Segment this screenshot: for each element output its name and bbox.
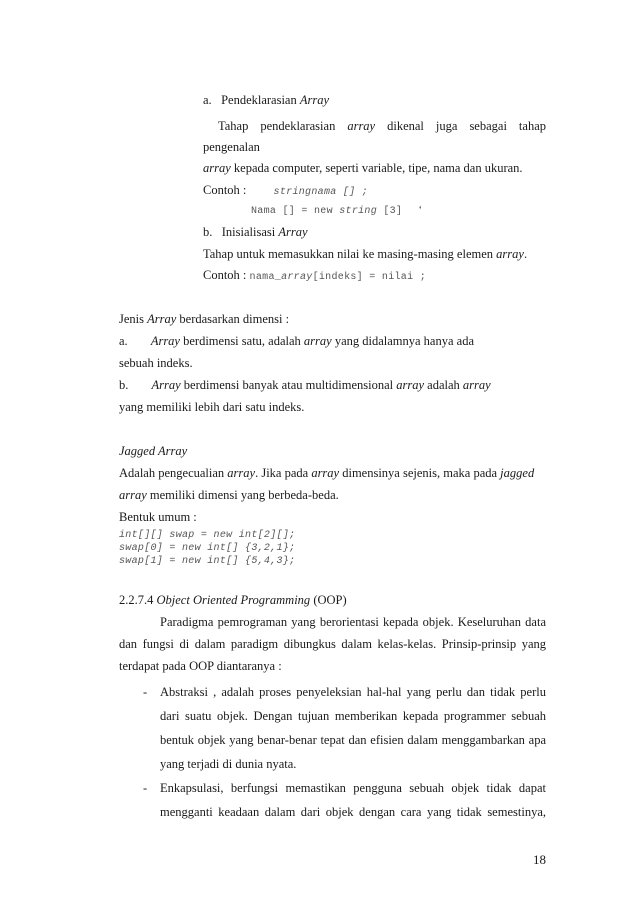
oop-para-line1: Paradigma pemrograman yang berorientasi kepada objek. Keseluruhan data — [160, 615, 546, 629]
word: dikenal — [387, 119, 424, 133]
italic-term: array — [496, 247, 524, 261]
jagged-line1 — [119, 465, 534, 481]
word: sebagai — [469, 119, 507, 133]
bullet2-line1: Enkapsulasi, berfungsi memastikan pengguna sebuah objek tidak dapat — [160, 781, 546, 795]
bullet1-line1: Abstraksi , adalah proses penyeleksian hal-hal yang perlu dan tidak perlu — [160, 685, 546, 699]
bullet-dash: - — [143, 685, 148, 699]
word: Tahap — [218, 119, 249, 133]
text: Jenis — [119, 312, 148, 326]
text: Adalah pengecualian — [119, 466, 228, 480]
section-number: 2.2.7.4 — [119, 593, 157, 607]
bullet1-line4: yang terjadi di dunia nyata. — [160, 757, 297, 771]
oop-heading — [119, 592, 347, 608]
bullet1-line2: dari suatu objek. Dengan tujuan memberikan kepada programmer sebuah — [160, 709, 546, 723]
code-part: string — [339, 206, 378, 217]
word: juga — [435, 119, 458, 133]
word: pendeklarasian — [260, 119, 336, 133]
word: tahap — [518, 119, 546, 133]
list-marker: a. — [119, 334, 128, 348]
text: berdimensi satu, adalah — [179, 334, 304, 348]
text: dimensinya sejenis, maka pada — [339, 466, 501, 480]
tick-mark: ‘ — [418, 205, 423, 216]
contoh-label: Contoh : — [203, 183, 247, 197]
italic-term: Array — [151, 378, 181, 392]
section-a-line2: pengenalan — [203, 140, 260, 154]
jagged-title — [119, 443, 187, 459]
code-part: array — [281, 272, 313, 283]
section-b-line1 — [203, 246, 527, 262]
oop-para-line3: terdapat pada OOP diantaranya : — [119, 659, 282, 673]
italic-term: array — [203, 161, 231, 175]
jagged-code1: int[][] swap = new int[2][]; — [119, 530, 296, 541]
text: berdimensi banyak atau multidimensional — [180, 378, 397, 392]
code-part: [3] — [377, 206, 403, 217]
section-b-contoh — [203, 267, 426, 286]
jenis-item-b — [119, 377, 491, 393]
jagged-code2: swap[0] = new int[] {3,2,1}; — [119, 543, 296, 554]
text: (OOP) — [310, 593, 347, 607]
word: array — [347, 119, 376, 133]
italic-term: array — [396, 378, 425, 392]
list-marker: b. — [203, 225, 213, 239]
section-a-heading — [203, 92, 329, 108]
jenis-item-a — [119, 333, 474, 349]
text: Tahap untuk memasukkan nilai ke masing-masing elemen — [203, 247, 497, 261]
contoh-label: Contoh : — [203, 268, 250, 282]
text: adalah — [424, 378, 463, 392]
code-part: Nama [] = new — [251, 206, 340, 217]
jagged-bentuk: Bentuk umum : — [119, 510, 197, 524]
page-number: 18 — [533, 852, 546, 867]
bullet-dash: - — [143, 781, 148, 795]
bullet2-line2: mengganti keadaan dalam dari objek dengan cara yang tidak semestinya, — [160, 805, 546, 819]
jagged-line2 — [119, 487, 339, 503]
section-title: Jagged Array — [119, 444, 188, 458]
italic-term: Array — [150, 334, 180, 348]
jenis-item-a-line2: sebuah indeks. — [119, 356, 193, 370]
section-a-code2 — [251, 203, 422, 220]
text: kepada computer, seperti variable, tipe, nama dan ukuran. — [230, 161, 523, 175]
heading-text: Inisialisasi — [221, 225, 276, 239]
italic-term: array — [303, 334, 332, 348]
text: berdasarkan dimensi : — [176, 312, 290, 326]
bullet1-line3: bentuk objek yang benar-benar tepat dan efisien dalam menggambarkan apa — [160, 733, 546, 747]
section-a-line1 — [218, 118, 546, 134]
list-marker: b. — [119, 378, 129, 392]
italic-term: array — [462, 378, 491, 392]
code-part: nama_ — [249, 272, 282, 283]
text: . — [523, 247, 528, 261]
text: yang didalamnya hanya ada — [331, 334, 474, 348]
section-a-line3 — [203, 160, 523, 176]
italic-term: array — [119, 488, 147, 502]
section-b-heading — [203, 224, 308, 240]
jenis-title — [119, 311, 289, 327]
heading-text: Pendeklarasian — [221, 93, 297, 107]
code-part: [indeks] = nilai ; — [312, 272, 426, 283]
jenis-item-b-line2: yang memiliki lebih dari satu indeks. — [119, 400, 305, 414]
section-a-contoh — [203, 182, 368, 201]
list-marker: a. — [203, 93, 212, 107]
italic-term: Object Oriented Programming — [156, 593, 311, 607]
jagged-code3: swap[1] = new int[] {5,4,3}; — [119, 556, 296, 567]
italic-term: array — [311, 466, 340, 480]
italic-term: jagged — [500, 466, 535, 480]
text: memiliki dimensi yang berbeda-beda. — [146, 488, 339, 502]
heading-italic: Array — [299, 93, 330, 107]
heading-italic: Array — [278, 225, 308, 239]
text: . Jika pada — [255, 466, 312, 480]
oop-para-line2: dan fungsi di dalam paradigm dibungkus dalam kelas-kelas. Prinsip-prinsip yang — [119, 637, 546, 651]
italic-term: Array — [147, 312, 177, 326]
code-snippet: stringnama [] ; — [273, 187, 369, 198]
italic-term: array — [227, 466, 256, 480]
